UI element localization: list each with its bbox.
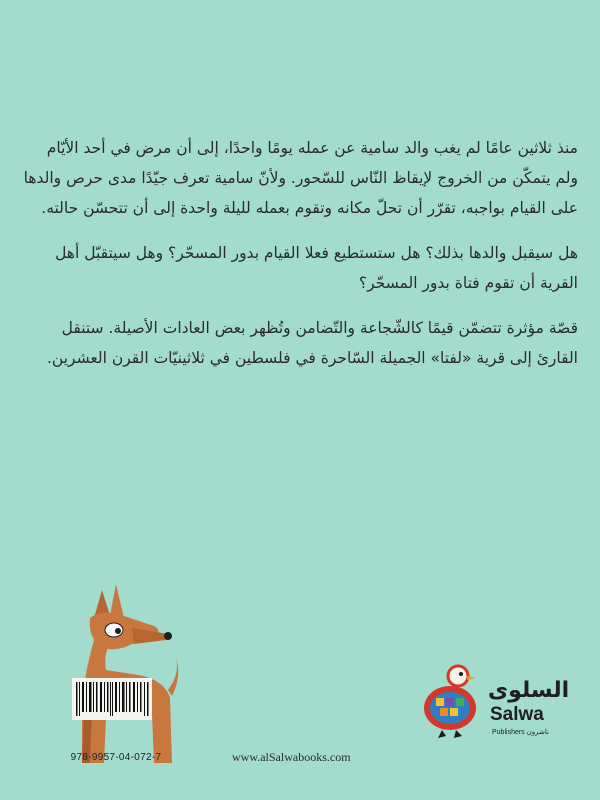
- publisher-name-english: Salwa: [490, 704, 544, 725]
- bird-logo-icon: [420, 660, 484, 740]
- isbn-number: 978-9957-04-072-7: [70, 752, 162, 763]
- publisher-logo: [410, 660, 570, 750]
- publisher-name-arabic: السلوى: [488, 678, 570, 703]
- publisher-tagline: Publishers ناشرون: [492, 729, 549, 736]
- barcode: [72, 678, 152, 720]
- blurb-paragraph-1: منذ ثلاثين عامًا لم يغب والد سامية عن عمله يومًا واحدًا، إلى أن مرض في أحد الأيّام ولم يتمكّن من الخروج لإيقاظ النّاس للسّحور. ولأنّ سامية تعرف جيّدًا مدى حرص والدها على القيام بواجبه، تقرّر أن تحلّ مكانه وتقوم بعمله لليلة واحدة إلى أن تتحسّن حالته.: [23, 139, 578, 217]
- blurb-paragraph-2: هل سيقبل والدها بذلك؟ هل ستستطيع فعلا القيام بدور المسحّر؟ وهل سيتقبّل أهل القرية أن تقوم فتاة بدور المسحّر؟: [55, 244, 578, 292]
- barcode-bars: [72, 678, 152, 720]
- blurb-paragraph-3: قصّة مؤثرة تتضمّن قيمًا كالشّجاعة والتّضامن وتُظهر بعض العادات الأصيلة. ستنقل القارئ إلى قرية «لفتا» الجميلة السّاحرة في فلسطين في ثلاثينيّات القرن العشرين.: [47, 319, 578, 367]
- dog-illustration: [32, 578, 182, 763]
- website-url: www.alSalwabooks.com: [232, 750, 351, 764]
